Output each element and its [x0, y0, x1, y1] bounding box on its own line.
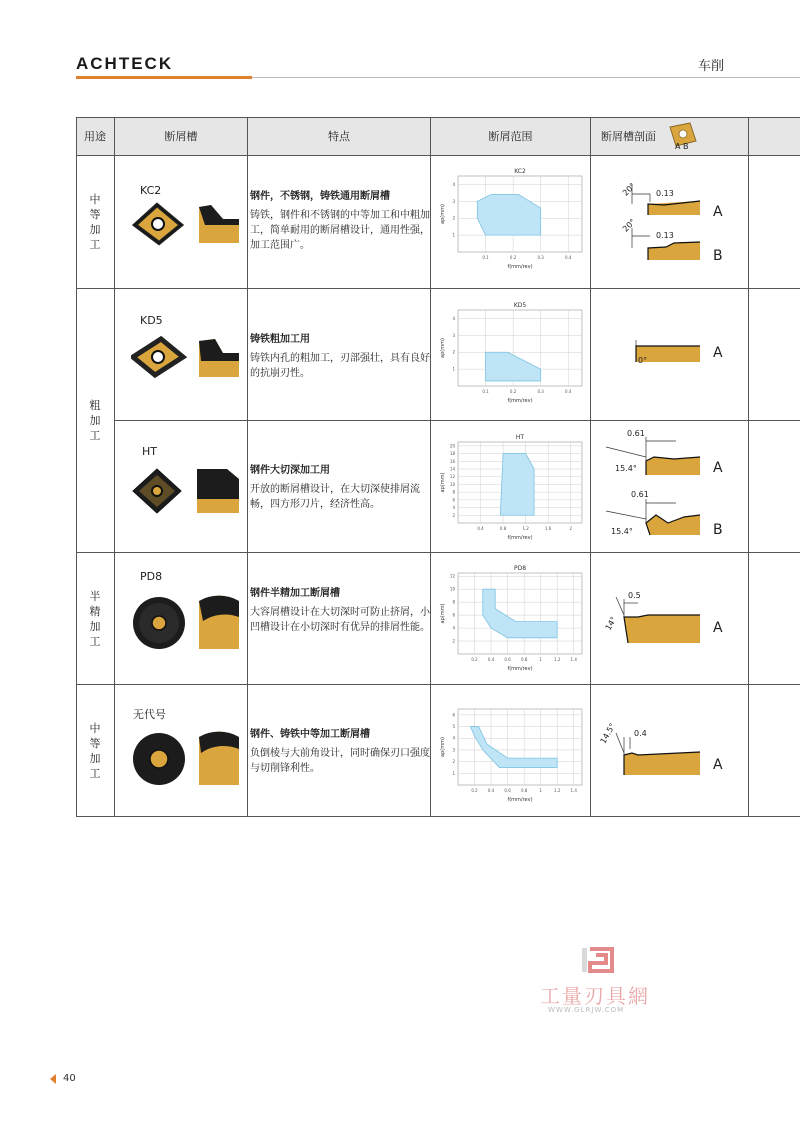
- feature-title-ht: 钢件大切深加工用: [250, 465, 330, 476]
- y-axis-label: ap(mm): [440, 472, 446, 493]
- insert-image-pd8: [131, 593, 246, 653]
- features-none: [250, 727, 430, 776]
- y-tick-label: 6: [452, 497, 455, 503]
- page-number: 40: [63, 1073, 76, 1084]
- header-chip-range: 断屑范围: [431, 117, 590, 155]
- y-tick-label: 12: [449, 474, 455, 480]
- y-axis-label: ap(mm): [440, 204, 446, 224]
- feature-desc-pd8: 大容屑槽设计在大切深时可防止挤屑，小凹槽设计在小切深时有优异的排屑性能。: [250, 607, 430, 633]
- y-tick-label: 1: [452, 232, 455, 238]
- y-tick-label: 4: [452, 505, 455, 511]
- header-profile: [591, 117, 748, 155]
- angle-kc2-a: 20°: [620, 181, 638, 198]
- profile-label-pd8-a: A: [713, 620, 723, 636]
- y-tick-label: 4: [452, 625, 455, 631]
- features-ht: [250, 463, 430, 512]
- y-axis-label: ap(mm): [440, 338, 446, 358]
- feature-title-pd8: 钢件半精加工断屑槽: [250, 588, 340, 599]
- y-axis-label: ap(mm): [440, 603, 446, 624]
- rule-row2: [114, 420, 800, 421]
- angle-pd8: 14°: [603, 615, 619, 632]
- feature-title-kc2: 钢件，不锈钢，铸铁通用断屑槽: [250, 191, 390, 202]
- usage-medium-1: 中 等 加 工: [89, 193, 101, 251]
- angle-ht-b: 15.4°: [611, 527, 633, 536]
- x-tick-label: 1: [539, 788, 542, 793]
- land-pd8: 0.5: [628, 591, 641, 600]
- x-tick-label: 1.2: [522, 526, 529, 531]
- profile-label-kc2-a: A: [713, 204, 723, 220]
- y-tick-label: 1: [452, 770, 455, 776]
- code-pd8: PD8: [140, 570, 163, 583]
- y-tick-label: 4: [452, 315, 455, 321]
- angle-kd5: 0°: [638, 356, 648, 365]
- y-tick-label: 20: [449, 443, 455, 449]
- x-tick-label: 0.2: [509, 255, 517, 260]
- chip-range-chart-ht: [438, 430, 586, 545]
- rule-bottom: [76, 816, 800, 817]
- x-tick-label: 0.3: [537, 255, 544, 260]
- feature-title-none: 钢件、铸铁中等加工断屑槽: [250, 729, 370, 740]
- col-line-4: [590, 117, 591, 817]
- x-tick-label: 0.6: [504, 657, 511, 662]
- header-usage: 用途: [76, 117, 114, 155]
- angle-kc2-b: 20°: [620, 217, 638, 234]
- x-tick-label: 1.2: [554, 788, 561, 793]
- x-tick-label: 0.1: [482, 389, 489, 394]
- brand-logo: ACHTECK: [76, 54, 174, 73]
- watermark-name: 工量刃具網: [540, 984, 650, 1008]
- y-tick-label: 6: [452, 612, 455, 618]
- y-tick-label: 2: [452, 638, 455, 644]
- usage-semi-finish: 半 精 加 工: [89, 589, 101, 648]
- y-tick-label: 10: [449, 586, 455, 592]
- feature-desc-kc2: 铸铁，钢件和不锈钢的中等加工和中粗加工，简单耐用的断屑槽设计，通用性强，加工范围广。: [250, 210, 430, 251]
- code-kd5: KD5: [140, 314, 163, 327]
- col-line-2: [247, 117, 248, 817]
- land-none: 0.4: [634, 729, 647, 738]
- rule-row1: [76, 288, 800, 289]
- section-title: 车削: [697, 59, 724, 74]
- profile-kd5: [594, 332, 714, 372]
- profile-label-ht-b: B: [713, 522, 723, 538]
- features-kc2: [250, 189, 430, 253]
- page-marker-icon: [50, 1074, 56, 1084]
- x-tick-label: 0.4: [565, 389, 572, 394]
- usage-medium-2: 中 等 加 工: [89, 721, 101, 780]
- feature-desc-ht: 开放的断屑槽设计，在大切深使排屑流畅，四方形刀片，经济性高。: [250, 484, 420, 510]
- x-axis-label: f(mm/rev): [507, 535, 533, 541]
- chart-title: KC2: [514, 168, 526, 175]
- profile-label-kd5-a: A: [713, 345, 723, 361]
- chart-title: HT: [515, 434, 525, 441]
- x-tick-label: 0.2: [471, 657, 478, 662]
- x-tick-label: 1.4: [570, 788, 577, 793]
- y-tick-label: 16: [449, 458, 455, 464]
- chip-range-chart-kd5: [438, 298, 586, 408]
- x-tick-label: 1.6: [544, 526, 552, 531]
- x-tick-label: 0.2: [509, 389, 517, 394]
- chipbreaker-table: [76, 117, 800, 817]
- insert-image-kc2: [131, 201, 246, 246]
- profile-label-ht-a: A: [713, 460, 723, 476]
- angle-ht-a: 15.4°: [615, 464, 637, 473]
- y-tick-label: 6: [452, 712, 455, 718]
- y-tick-label: 3: [452, 747, 455, 753]
- header-profile-label: 断屑槽剖面: [601, 130, 656, 143]
- y-tick-label: 2: [452, 215, 455, 221]
- y-tick-label: 14: [449, 466, 455, 472]
- chart-title: PD8: [513, 565, 527, 572]
- rule-row4: [76, 684, 800, 685]
- chart-title: KD5: [513, 302, 527, 309]
- code-none: 无代号: [133, 708, 166, 721]
- x-tick-label: 1.2: [554, 657, 561, 662]
- chip-range-chart-none: [438, 697, 586, 807]
- x-tick-label: 0.2: [471, 788, 478, 793]
- y-tick-label: 18: [449, 451, 455, 457]
- x-tick-label: 0.4: [565, 255, 572, 260]
- plot-frame: [458, 709, 582, 785]
- features-kd5: [250, 332, 430, 381]
- rule-header: [76, 155, 800, 156]
- y-tick-label: 2: [452, 759, 455, 765]
- y-tick-label: 3: [452, 198, 455, 204]
- header-ab-label: A B: [675, 142, 689, 151]
- x-tick-label: 0.8: [520, 788, 528, 793]
- angle-none: 14.5°: [598, 721, 618, 746]
- watermark-url: WWW.GLRJW.COM: [548, 1006, 625, 1014]
- feature-desc-none: 负倒棱与大前角设计，同时确保刃口强度与切削锋利性。: [250, 748, 430, 774]
- feature-title-kd5: 铸铁粗加工用: [250, 334, 310, 345]
- plot-frame: [458, 573, 582, 654]
- insert-image-kd5: [131, 335, 246, 380]
- x-axis-label: f(mm/rev): [507, 264, 533, 270]
- header-accent-rule: [76, 76, 252, 79]
- x-tick-label: 0.8: [499, 526, 507, 531]
- x-tick-label: 0.3: [537, 389, 544, 394]
- x-tick-label: 1.4: [570, 657, 577, 662]
- y-tick-label: 3: [452, 332, 455, 338]
- y-tick-label: 8: [452, 489, 455, 495]
- header-blank: [749, 117, 800, 155]
- chip-range-chart-pd8: [438, 561, 586, 676]
- x-axis-label: f(mm/rev): [507, 797, 533, 803]
- insert-image-none: [131, 727, 246, 789]
- col-line-5: [748, 117, 749, 817]
- x-axis-label: f(mm/rev): [507, 398, 533, 404]
- x-tick-label: 0.4: [487, 657, 495, 662]
- x-tick-label: 0.8: [520, 657, 528, 662]
- profile-label-kc2-b: B: [713, 248, 723, 264]
- x-tick-label: 0.6: [504, 788, 511, 793]
- land-ht-a: 0.61: [627, 429, 645, 438]
- usage-rough: 粗 加 工: [89, 399, 101, 442]
- x-tick-label: 0.4: [487, 788, 495, 793]
- col-line-1: [114, 117, 115, 817]
- chip-range-chart-kc2: [438, 164, 586, 274]
- header-features: 特点: [248, 117, 430, 155]
- x-tick-label: 1: [539, 657, 542, 662]
- y-tick-label: 8: [452, 599, 455, 605]
- y-tick-label: 1: [452, 366, 455, 372]
- code-ht: HT: [142, 445, 157, 458]
- feature-desc-kd5: 铸铁内孔的粗加工，刃部强壮，具有良好的抗崩刃性。: [250, 353, 430, 379]
- y-axis-label: ap(mm): [440, 737, 446, 757]
- rule-top: [76, 117, 800, 118]
- code-kc2: KC2: [140, 184, 162, 197]
- x-tick-label: 0.4: [477, 526, 484, 531]
- y-tick-label: 2: [452, 349, 455, 355]
- y-tick-label: 12: [449, 573, 455, 579]
- x-tick-label: 0.1: [482, 255, 489, 260]
- y-tick-label: 10: [449, 481, 455, 487]
- profile-kc2: [594, 172, 714, 272]
- x-tick-label: 2: [569, 526, 573, 531]
- y-tick-label: 2: [452, 512, 455, 518]
- y-tick-label: 5: [452, 724, 455, 730]
- insert-image-ht: [131, 465, 246, 517]
- rule-row3: [76, 552, 800, 553]
- land-ht-b: 0.61: [631, 490, 649, 499]
- col-line-3: [430, 117, 431, 817]
- y-tick-label: 4: [452, 181, 455, 187]
- features-pd8: [250, 586, 430, 635]
- y-tick-label: 4: [452, 735, 455, 741]
- land-kc2-b: 0.13: [656, 231, 674, 240]
- chip-range-region: [500, 454, 534, 516]
- watermark-logo: [580, 945, 616, 975]
- header-chipbreaker: 断屑槽: [115, 117, 247, 155]
- land-kc2-a: 0.13: [656, 189, 674, 198]
- x-axis-label: f(mm/rev): [507, 666, 533, 672]
- profile-label-none-a: A: [713, 757, 723, 773]
